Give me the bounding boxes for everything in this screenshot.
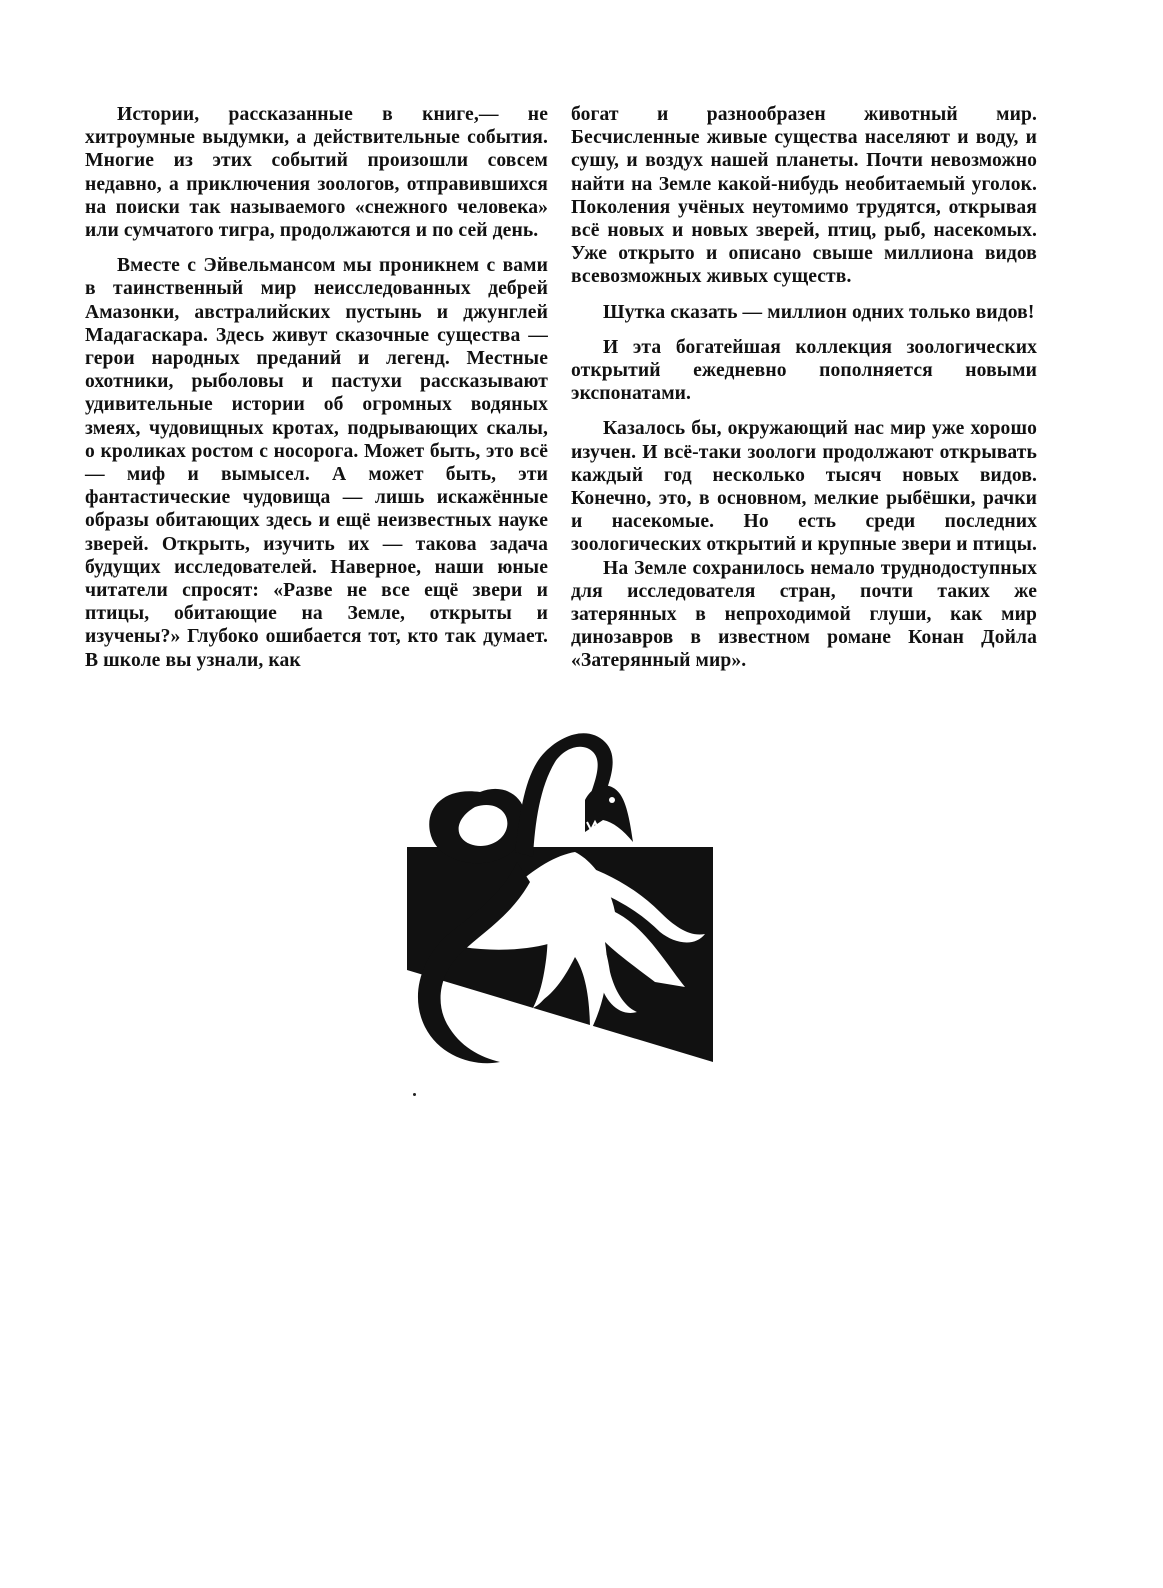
left-text-column bbox=[85, 103, 548, 672]
paragraph-discoveries: Казалось бы, окружающий нас мир уже хорошо изучен. И всё-таки зоологи продолжают открывать каждый год несколько тысяч новых видов. Конечно, это, в основном, мелкие рыбёшки, рачки и насекомые. Но есть среди последних зоологических открытий и крупные звери и птицы. bbox=[571, 418, 1037, 556]
paragraph-collection: И эта богатейшая коллекция зоологических открытий ежедневно пополняется новыми экспонатами. bbox=[571, 336, 1037, 405]
paragraph-million-species: Шутка сказать — миллион одних только видов! bbox=[603, 301, 1035, 323]
paragraph-eyvelmans: Вместе с Эйвельмансом мы проникнем с вами в таинственный мир неисследованных дебрей Амазонки, австралийских пустынь и джунглей Мадагаскара. Здесь живут сказочные существа — герои народных преданий и легенд. Местные охотники, рыболовы и пастухи рассказывают удивительные истории об огромных водяных змеях, чудовищных кротах, подрывающих скалы, о кроликах ростом с носорога. Может быть, это всё — миф и вымысел. А может быть, эти фантастические чудовища — лишь искажённые образы обитающих здесь и ещё неизвестных науке зверей. Открыть, изучить их — такова задача будущих исследователей. Наверное, наши юные читатели спросят: «Разве не все ещё звери и птицы, обитающие на Земле, открыты и изучены?» Глубоко ошибается тот, кто так думает. В школе вы узнали, как bbox=[85, 255, 548, 671]
paragraph-lost-world: На Земле сохранилось немало труднодоступных для исследователя стран, почти таких же затерянных в непроходимой глуши, как мир динозавров в известном романе Конан Дойла «Затерянный мир». bbox=[571, 557, 1037, 672]
print-speck bbox=[413, 1093, 416, 1096]
paragraph-intro: Истории, рассказанные в книге,— не хитроумные выдумки, а действительные события. Многие из этих событий произошли совсем недавно, а приключения зоологов, отправившихся на поиски так называемого «снежного человека» или сумчатого тигра, продолжаются и по сей день. bbox=[85, 104, 548, 242]
right-text-column bbox=[571, 103, 1037, 673]
sea-serpent-octopus-icon bbox=[405, 712, 725, 1092]
paragraph-continuation: богат и разнообразен животный мир. Бесчисленные живые существа населяют и воду, и сушу, и воздух нашей планеты. Почти невозможно найти на Земле какой-нибудь необитаемый уголок. Поколения учёных неутомимо трудятся, открывая всё новых и новых зверей, птиц, рыб, насекомых. Уже открыто и описано свыше миллиона видов всевозможных живых существ. bbox=[571, 104, 1037, 288]
